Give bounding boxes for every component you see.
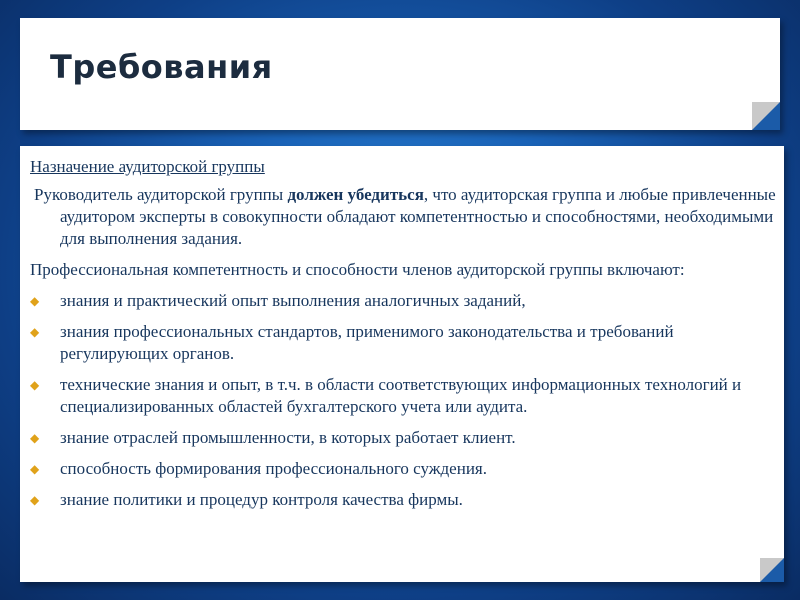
- list-item-text: технические знания и опыт, в т.ч. в области соответствующих информационных технологий и специализированных областей бухгалтерского учета или аудита.: [60, 375, 742, 416]
- list-item-text: знание отраслей промышленности, в которых работает клиент.: [60, 428, 516, 447]
- page-curl-corner: [760, 558, 784, 582]
- list-item: [30, 458, 778, 480]
- diamond-bullet-icon: ◆: [30, 325, 40, 339]
- slide-title: Требования: [50, 48, 273, 86]
- competence-list: [30, 290, 778, 511]
- list-item-text: знания профессиональных стандартов, применимого законодательства и требований регулирующих органов.: [60, 322, 674, 363]
- slide-body: [30, 156, 778, 520]
- list-item-text: способность формирования профессионального суждения.: [60, 459, 487, 478]
- para1-after: , что аудиторская группа и любые привлеченные аудитором эксперты в совокупности обладают компетентностью и способностями, необходимыми для выполнения задания.: [60, 185, 776, 248]
- competence-intro-paragraph: Профессиональная компетентность и способности членов аудиторской группы включают:: [30, 260, 685, 279]
- para1-emphasis: должен убедиться: [287, 185, 424, 204]
- title-panel: [20, 18, 780, 130]
- page-curl-corner: [752, 102, 780, 130]
- list-item: [30, 374, 778, 418]
- diamond-bullet-icon: ◆: [30, 378, 40, 392]
- list-item: [30, 321, 778, 365]
- para1-before: Руководитель аудиторской группы: [34, 185, 288, 204]
- diamond-bullet-icon: ◆: [30, 294, 40, 308]
- diamond-bullet-icon: ◆: [30, 431, 40, 445]
- list-item-text: знание политики и процедур контроля качества фирмы.: [60, 490, 463, 509]
- diamond-bullet-icon: ◆: [30, 462, 40, 476]
- leader-responsibility-paragraph: [30, 184, 778, 250]
- list-item: [30, 427, 778, 449]
- diamond-bullet-icon: ◆: [30, 493, 40, 507]
- section-heading: Назначение аудиторской группы: [30, 157, 265, 176]
- list-item: [30, 489, 778, 511]
- list-item-text: знания и практический опыт выполнения аналогичных заданий,: [60, 291, 526, 310]
- list-item: [30, 290, 778, 312]
- content-panel: [20, 146, 784, 582]
